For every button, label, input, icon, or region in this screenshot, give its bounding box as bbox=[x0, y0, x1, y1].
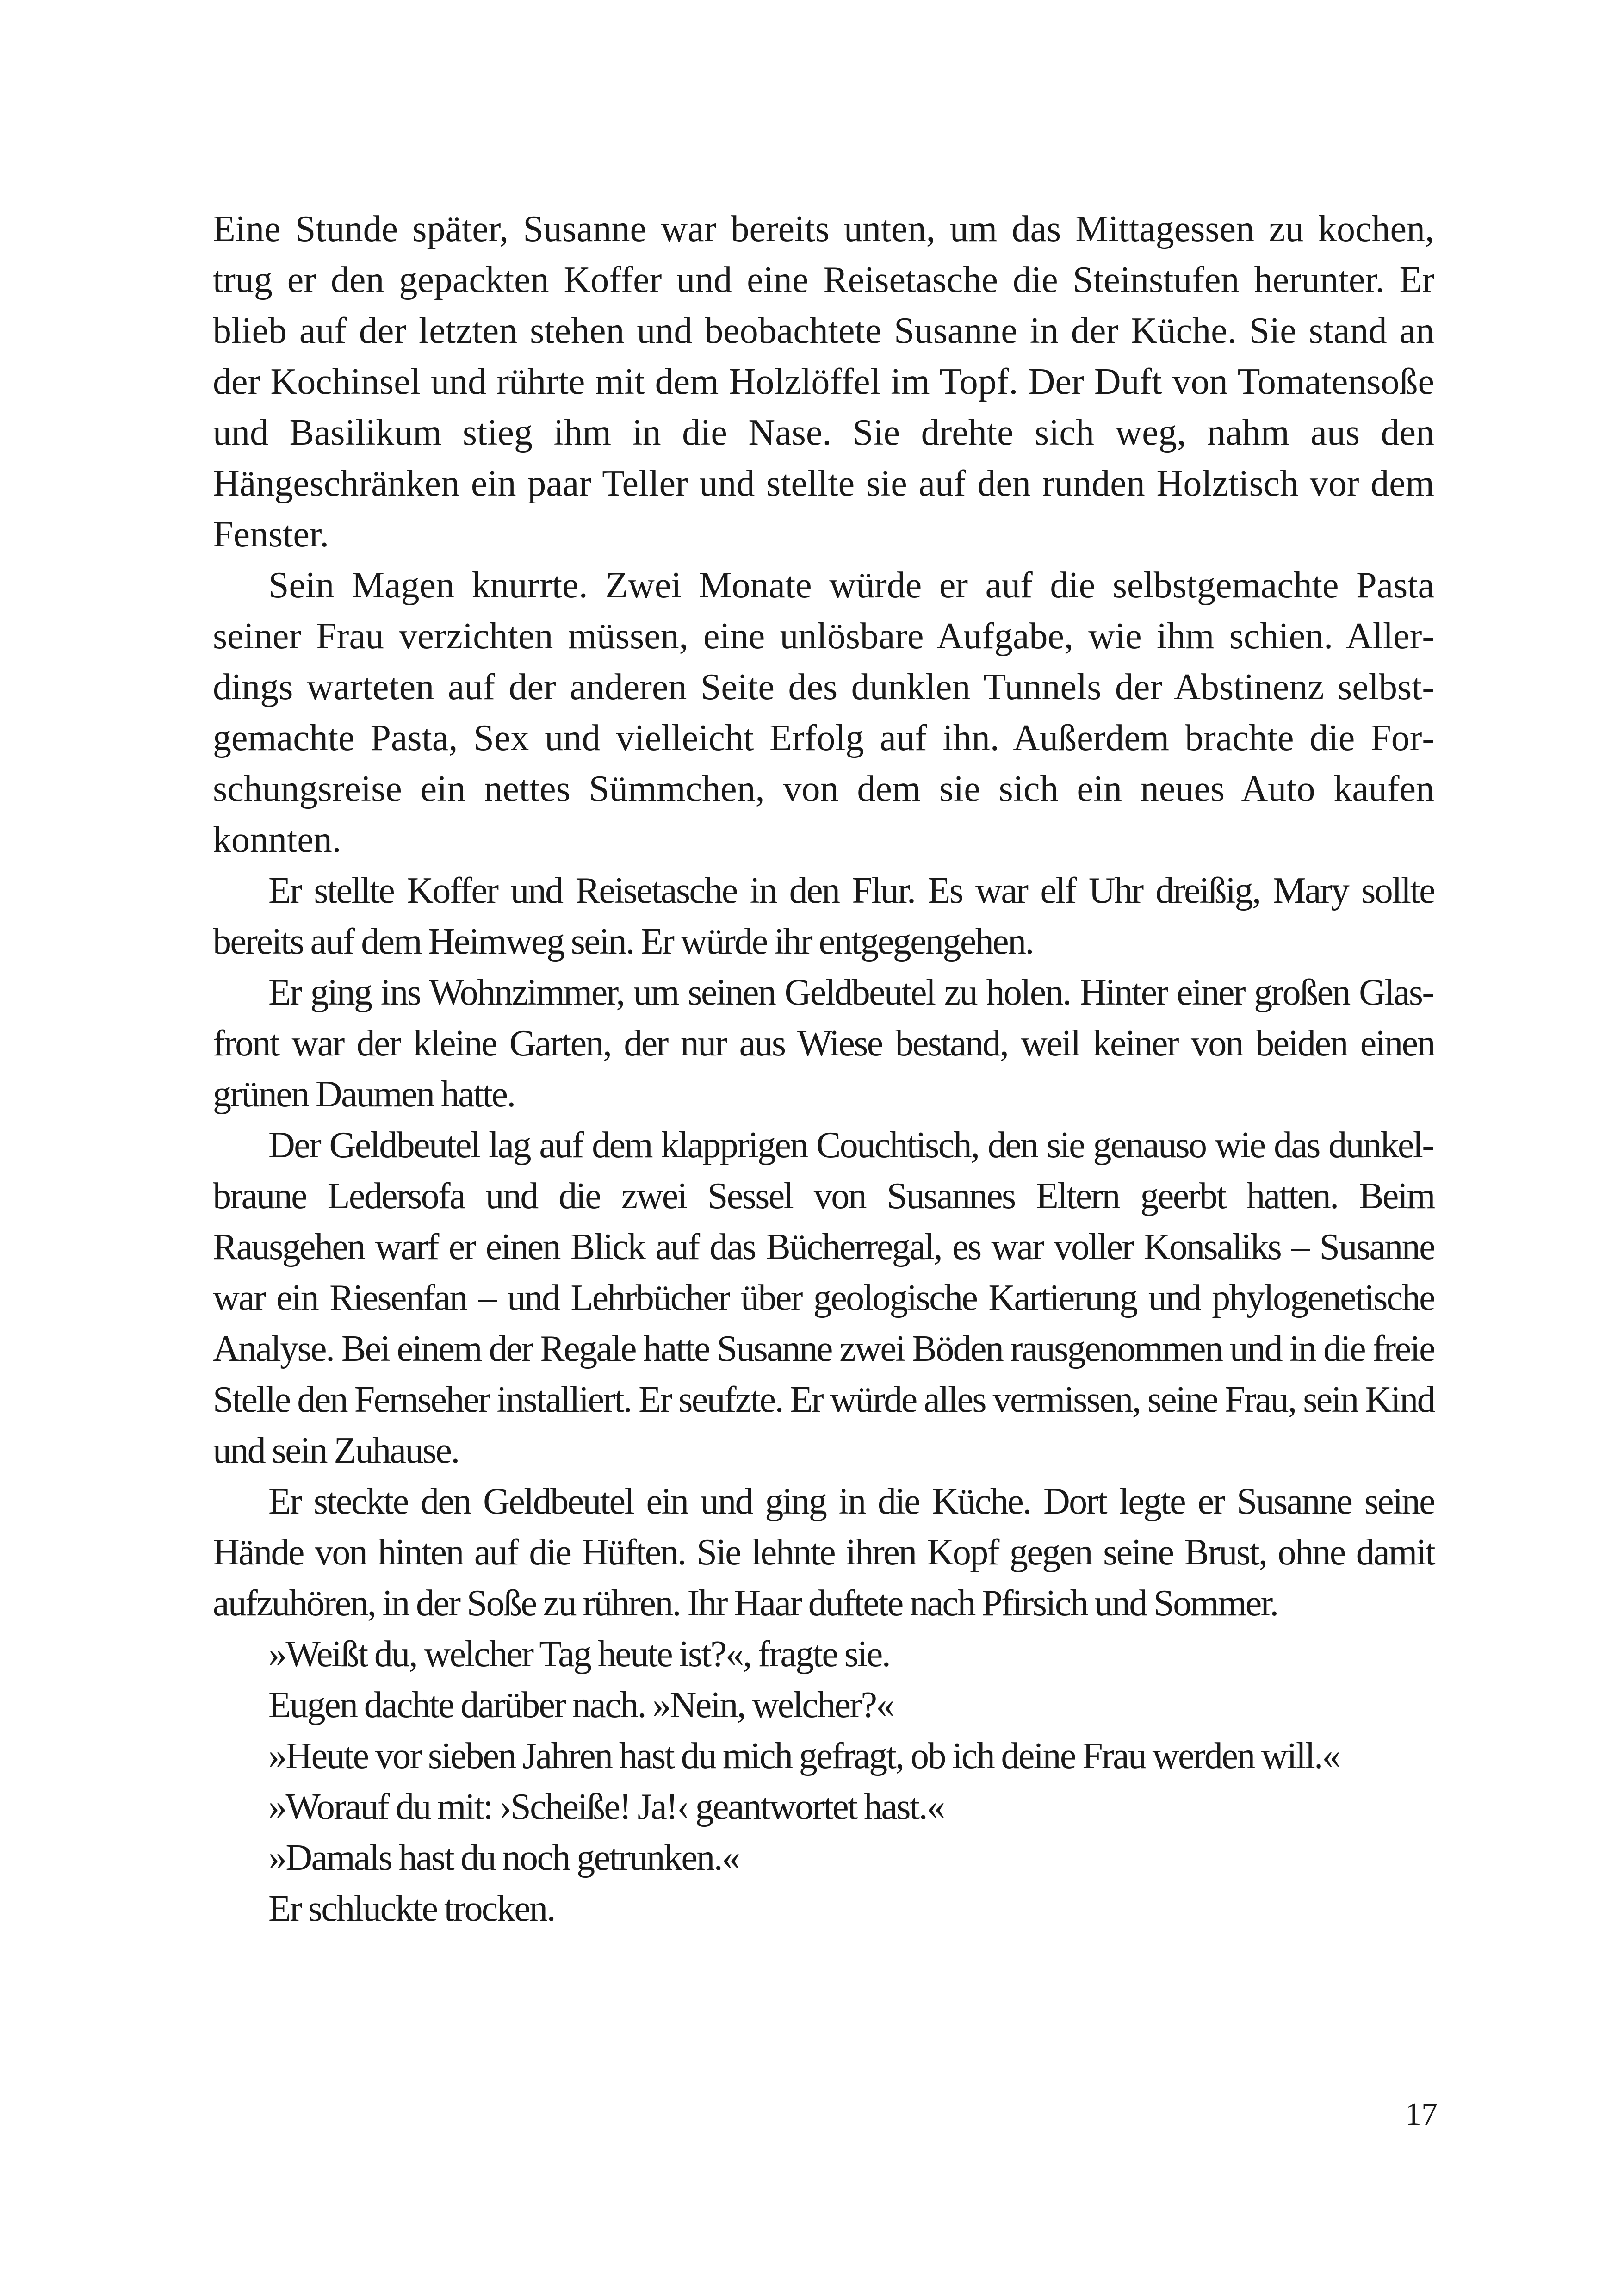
paragraph: Der Geldbeutel lag auf dem klapprigen Couchtisch, den sie genauso wie das dunkelbraune Ledersofa und die zwei Sessel von Susannes Eltern geerbt hatten. Beim Rausgehen warf er einen Blick auf das Bücherregal, es war voller Konsaliks – Susanne war ein Riesenfan – und Lehrbücher über geologische Kartierung und phylogenetische Analyse. Bei einem der Regale hatte Susanne zwei Böden rausgenommen und in die freie Stelle den Fernseher installiert. Er seufzte. Er würde alles vermissen, seine Frau, sein Kind und sein Zuhause. bbox=[213, 1125, 1434, 1471]
paragraph: Eine Stunde später, Susanne war bereits unten, um das Mittagessen zu kochen, trug er den gepackten Koffer und eine Reisetasche die Steinstufen herunter. Er blieb auf der letzten stehen und beobachtete Susanne in der Küche. Sie stand an der Kochinsel und rührte mit dem Holzlöffel im Topf. Der Duft von Tomatensoße und Basilikum stieg ihm in die Nase. Sie drehte sich weg, nahm aus den Hängeschränken ein paar Teller und stellte sie auf den runden Holztisch vor dem Fenster. bbox=[213, 209, 1434, 555]
dialogue-line: »Heute vor sieben Jahren hast du mich gefragt, ob ich deine Frau werden will.« bbox=[268, 1736, 1339, 1776]
dialogue-line: »Weißt du, welcher Tag heute ist?«, fragte sie. bbox=[268, 1634, 890, 1675]
paragraph: Er ging ins Wohnzimmer, um seinen Geldbeutel zu holen. Hinter einer großen Glasfront war der kleine Garten, der nur aus Wiese bestand, weil keiner von beiden einen grünen Daumen hatte. bbox=[213, 972, 1434, 1115]
page-number: 17 bbox=[1405, 2097, 1438, 2132]
dialogue-line: »Worauf du mit: ›Scheiße! Ja!‹ geantwortet hast.« bbox=[268, 1787, 944, 1827]
dialogue-line: »Damals hast du noch getrunken.« bbox=[268, 1837, 739, 1878]
body-text bbox=[213, 204, 1434, 1934]
paragraph: Er stellte Koffer und Reisetasche in den Flur. Es war elf Uhr dreißig, Mary sollte bereits auf dem Heimweg sein. Er würde ihr entgegengehen. bbox=[213, 870, 1434, 962]
paragraph: Er steckte den Geldbeutel ein und ging in die Küche. Dort legte er Susanne seine Hände von hinten auf die Hüften. Sie lehnte ihren Kopf gegen seine Brust, ohne damit aufzuhören, in der Soße zu rühren. Ihr Haar duftete nach Pfirsich und Sommer. bbox=[213, 1481, 1434, 1624]
paragraph: Sein Magen knurrte. Zwei Monate würde er auf die selbstgemachte Pasta seiner Frau verzichten müssen, eine unlösbare Aufgabe, wie ihm schien. Allerdings warteten auf der anderen Seite des dunklen Tunnels der Abstinenz selbstgemachte Pasta, Sex und vielleicht Erfolg auf ihn. Außerdem brachte die Forschungsreise ein nettes Sümmchen, von dem sie sich ein neues Auto kaufen konnten. bbox=[213, 565, 1434, 860]
dialogue-line: Eugen dachte darüber nach. »Nein, welcher?« bbox=[268, 1685, 893, 1725]
paragraph: Er schluckte trocken. bbox=[268, 1888, 555, 1929]
